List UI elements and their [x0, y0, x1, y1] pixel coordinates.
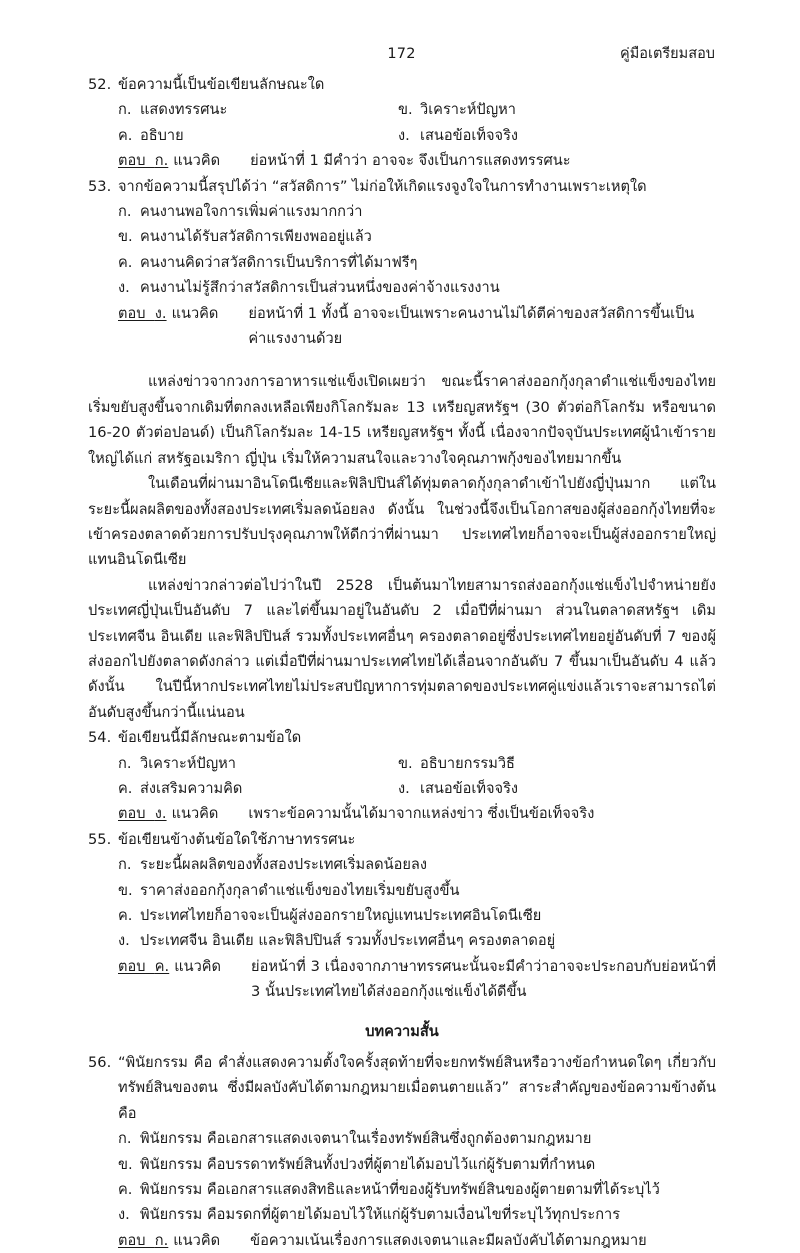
- choice-letter: ข.: [118, 1155, 133, 1173]
- choice-option[interactable]: [88, 1202, 716, 1227]
- choice-text: คนงานพอใจการเพิ่มค่าแรงมากกว่า: [140, 203, 363, 221]
- choice-letter: ง.: [118, 1206, 130, 1224]
- choice-option[interactable]: [88, 250, 716, 275]
- choice-option[interactable]: [398, 776, 716, 801]
- passage-paragraph-2: ในเดือนที่ผ่านมาอินโดนีเซียและฟิลิปปินส์ได้ทุ่มตลาดกุ้งกุลาดำเข้าไปยังญี่ปุ่นมาก แต่ในระยะนี้ผลผลิตของทั้งสองประเทศเริ่มลดน้อยลง ดังนั้น ในช่วงนี้จึงเป็นโอกาสของผู้ส่งออกกุ้งไทยที่จะเข้าครองตลาดด้วยการปรับปรุงคุณภาพให้ดีกว่าที่ผ่านมา ประเทศไทยก็อาจจะเป็นผู้ส่งออกรายใหญ่แทนอินโดนีเซีย: [88, 475, 716, 569]
- choice-text: เสนอข้อเท็จจริง: [420, 779, 519, 797]
- choice-option[interactable]: [398, 751, 716, 776]
- choice-letter: ค.: [118, 253, 133, 271]
- choice-text: คนงานไม่รู้สึกว่าสวัสดิการเป็นส่วนหนึ่งของค่าจ้างแรงงาน: [140, 279, 500, 297]
- choice-letter: ก.: [118, 1130, 132, 1148]
- answer-explanation: เพราะข้อความนั้นได้มาจากแหล่งข่าว ซึ่งเป็นข้อเท็จจริง: [248, 805, 595, 823]
- answer-label: [118, 801, 167, 826]
- choice-text: วิเคราะห์ปัญหา: [420, 101, 516, 119]
- choice-text: แสดงทรรศนะ: [140, 101, 228, 119]
- choice-letter: ก.: [118, 754, 132, 772]
- question-stem: ข้อเขียนข้างต้นข้อใดใช้ภาษาทรรศนะ: [118, 830, 356, 848]
- choice-text: อธิบาย: [140, 126, 184, 144]
- choice-letter: ข.: [118, 881, 133, 899]
- choice-row: [88, 751, 716, 776]
- choice-text: ราคาส่งออกกุ้งกุลาดำแช่แข็งของไทยเริ่มขยับสูงขึ้น: [140, 881, 460, 899]
- choice-option[interactable]: [398, 97, 716, 122]
- answer-word: ตอบ: [118, 304, 146, 322]
- answer-word: ตอบ: [118, 152, 146, 170]
- choice-option[interactable]: [88, 1126, 716, 1151]
- idea-label: แนวคิด: [171, 304, 219, 322]
- answer-line: [88, 954, 716, 1005]
- choice-letter: ก.: [118, 101, 132, 119]
- running-head-title: คู่มือเตรียมสอบ: [620, 46, 715, 62]
- choice-option[interactable]: [88, 1177, 716, 1202]
- answer-line: [88, 1228, 716, 1253]
- choice-text: ประเทศไทยก็อาจจะเป็นผู้ส่งออกรายใหญ่แทนประเทศอินโดนีเซีย: [140, 907, 542, 924]
- choice-option[interactable]: [118, 123, 398, 148]
- question-number: 53.: [88, 177, 112, 195]
- question-number: 56.: [88, 1054, 112, 1072]
- passage-paragraph-3: แหล่งข่าวกล่าวต่อไปว่าในปี 2528 เป็นต้นมาไทยสามารถส่งออกกุ้งแช่แข็งไปจำหน่ายยังประเทศญี่ปุ่นเป็นอันดับ 7 และไต่ขึ้นมาอยู่ในอันดับ 2 เมื่อปีที่ผ่านมา ส่วนในตลาดสหรัฐฯ เดิม ประเทศจีน อินเดีย และฟิลิปปินส์ รวมทั้งประเทศอื่นๆ ครองตลาดอยู่ซึ่งประเทศไทยอยู่อันดับที่ 7 ของผู้ส่งออกไปยังตลาดดังกล่าว แต่เมื่อปีที่ผ่านมาประเทศไทยได้เลื่อนจากอันดับ 7 ขึ้นมาเป็นอันดับ 4 แล้ว ดังนั้น ในปีนี้หากประเทศไทยไม่ประสบปัญหาการทุ่มตลาดของประเทศคู่แข่งแล้วเราจะสามารถไต่อันดับสูงขึ้นกว่านี้แน่นอน: [88, 576, 716, 721]
- passage-paragraph-1: แหล่งข่าวจากวงการอาหารแช่แข็งเปิดเผยว่า ขณะนี้ราคาส่งออกกุ้งกุลาดำแช่แข็งของไทยเริ่มขยับสูงขึ้นจากเดิมที่ตกลงเหลือเพียงกิโลกรัมละ 13 เหรียญสหรัฐฯ (30 ตัวต่อกิโลกรัม หรือขนาด 16-20 ตัวต่อปอนด์) เป็นกิโลกรัมละ 14-15 เหรียญสหรัฐฯ ทั้งนี้ เนื่องจากปัจจุบันประเทศผู้นำเข้ารายใหญ่ได้แก่ สหรัฐอเมริกา ญี่ปุ่น เริ่มให้ความสนใจและวางใจคุณภาพกุ้งของไทยมากขึ้น: [88, 373, 716, 467]
- answer-letter: ง.: [154, 304, 167, 322]
- choice-text: ระยะนี้ผลผลิตของทั้งสองประเทศเริ่มลดน้อยลง: [140, 856, 427, 874]
- choice-letter: ข.: [398, 754, 413, 772]
- answer-letter: ก.: [154, 1231, 169, 1249]
- idea-label: แนวคิด: [173, 152, 221, 170]
- running-head: [88, 44, 715, 66]
- question-55: [88, 827, 716, 852]
- answer-explanation: ข้อความเน้นเรื่องการแสดงเจตนาและมีผลบังคับได้ตามกฎหมาย: [250, 1231, 647, 1249]
- choice-letter: ง.: [118, 932, 130, 950]
- choice-text: พินัยกรรม คือเอกสารแสดงเจตนาในเรื่องทรัพย์สินซึ่งถูกต้องตามกฎหมาย: [140, 1130, 592, 1148]
- choice-letter: ง.: [398, 126, 410, 144]
- answer-explanation: ย่อหน้าที่ 1 มีคำว่า อาจจะ จึงเป็นการแสดงทรรศนะ: [250, 152, 571, 170]
- answer-label: [118, 301, 167, 326]
- choice-text: พินัยกรรม คือมรดกที่ผู้ตายได้มอบไว้ให้แก่ผู้รับตามเงื่อนไขที่ระบุไว้ทุกประการ: [140, 1206, 621, 1224]
- choice-letter: ค.: [118, 1181, 133, 1199]
- choice-text: เสนอข้อเท็จจริง: [420, 126, 519, 144]
- question-number: 54.: [88, 729, 112, 747]
- choice-letter: ก.: [118, 203, 132, 221]
- question-53: [88, 174, 716, 199]
- choice-option[interactable]: [88, 852, 716, 877]
- answer-label: [118, 148, 168, 173]
- answer-line: [88, 148, 716, 173]
- choice-letter: ข.: [118, 228, 133, 246]
- question-stem: “พินัยกรรม คือ คำสั่งแสดงความตั้งใจครั้งสุดท้ายที่จะยกทรัพย์สินหรือวางข้อกำหนดใดๆ เกี่ยวกับทรัพย์สินของตน ซึ่งมีผลบังคับได้ตามกฎหมายเมื่อตนตายแล้ว” สาระสำคัญของข้อความข้างต้นคือ: [118, 1054, 716, 1122]
- choice-text: คนงานคิดว่าสวัสดิการเป็นบริการที่ได้มาฟรีๆ: [140, 253, 418, 271]
- choice-option[interactable]: [118, 751, 398, 776]
- question-52: [88, 72, 716, 97]
- choice-letter: ง.: [118, 279, 130, 297]
- choice-letter: ค.: [118, 126, 133, 144]
- choice-option[interactable]: [88, 199, 716, 224]
- question-number: 52.: [88, 76, 112, 93]
- choice-option[interactable]: [118, 776, 398, 801]
- answer-explanation: ย่อหน้าที่ 3 เนื่องจากภาษาทรรศนะนั้นจะมีคำว่าอาจจะประกอบกับย่อหน้าที่ 3 นั้นประเทศไทยได้ส่งออกกุ้งแช่แข็งได้ดีขึ้น: [251, 957, 716, 1001]
- choice-text: ส่งเสริมความคิด: [140, 779, 243, 797]
- idea-label: แนวคิด: [171, 805, 219, 823]
- question-stem: ข้อเขียนนี้มีลักษณะตามข้อใด: [118, 729, 302, 747]
- choice-letter: ข.: [398, 101, 413, 119]
- answer-line: [88, 301, 716, 352]
- choice-letter: ก.: [118, 856, 132, 874]
- answer-explanation: ย่อหน้าที่ 1 ทั้งนี้ อาจจะเป็นเพราะคนงานไม่ได้ตีค่าของสวัสดิการขึ้นเป็นค่าแรงงานด้วย: [248, 304, 695, 348]
- answer-word: ตอบ: [118, 805, 146, 823]
- choice-row: [88, 776, 716, 801]
- question-56: [88, 1050, 716, 1126]
- idea-label: แนวคิด: [173, 1231, 221, 1249]
- choice-text: พินัยกรรม คือบรรดาทรัพย์สินทั้งปวงที่ผู้ตายได้มอบไว้แก่ผู้รับตามที่กำหนด: [140, 1155, 596, 1173]
- choice-letter: ค.: [118, 779, 133, 797]
- idea-label: แนวคิด: [174, 957, 222, 975]
- choice-row: [88, 97, 716, 122]
- answer-label: [118, 1228, 168, 1253]
- choice-option[interactable]: [118, 97, 398, 122]
- choice-text: คนงานได้รับสวัสดิการเพียงพออยู่แล้ว: [140, 228, 372, 246]
- question-stem: ข้อความนี้เป็นข้อเขียนลักษณะใด: [118, 76, 325, 93]
- choice-option[interactable]: [398, 123, 716, 148]
- choice-option[interactable]: [88, 275, 716, 300]
- page-content: [88, 72, 716, 1253]
- answer-letter: ง.: [154, 805, 167, 823]
- answer-letter: ค.: [154, 957, 170, 975]
- answer-label: [118, 954, 169, 979]
- choice-option[interactable]: [88, 903, 716, 928]
- choice-text: พินัยกรรม คือเอกสารแสดงสิทธิและหน้าที่ของผู้รับทรัพย์สินของผู้ตายตามที่ได้ระบุไว้: [140, 1181, 660, 1199]
- question-number: 55.: [88, 830, 112, 848]
- choice-option[interactable]: [88, 928, 716, 953]
- question-stem: จากข้อความนี้สรุปได้ว่า “สวัสดิการ” ไม่ก่อให้เกิดแรงจูงใจในการทำงานเพราะเหตุใด: [118, 177, 647, 195]
- answer-word: ตอบ: [118, 957, 146, 975]
- choice-option[interactable]: [88, 878, 716, 903]
- choice-text: วิเคราะห์ปัญหา: [140, 754, 236, 772]
- choice-row: [88, 123, 716, 148]
- section-heading: บทความสั้น: [365, 1022, 439, 1040]
- choice-text: ประเทศจีน อินเดีย และฟิลิปปินส์ รวมทั้งประเทศอื่นๆ ครองตลาดอยู่: [140, 932, 556, 950]
- answer-letter: ก.: [154, 152, 169, 170]
- page-number: 172: [387, 46, 416, 62]
- question-54: [88, 725, 716, 750]
- choice-text: อธิบายกรรมวิธี: [420, 754, 515, 772]
- choice-letter: ง.: [398, 779, 410, 797]
- answer-line: [88, 801, 716, 826]
- choice-option[interactable]: [88, 224, 716, 249]
- answer-word: ตอบ: [118, 1231, 146, 1249]
- choice-option[interactable]: [88, 1152, 716, 1177]
- choice-letter: ค.: [118, 907, 133, 924]
